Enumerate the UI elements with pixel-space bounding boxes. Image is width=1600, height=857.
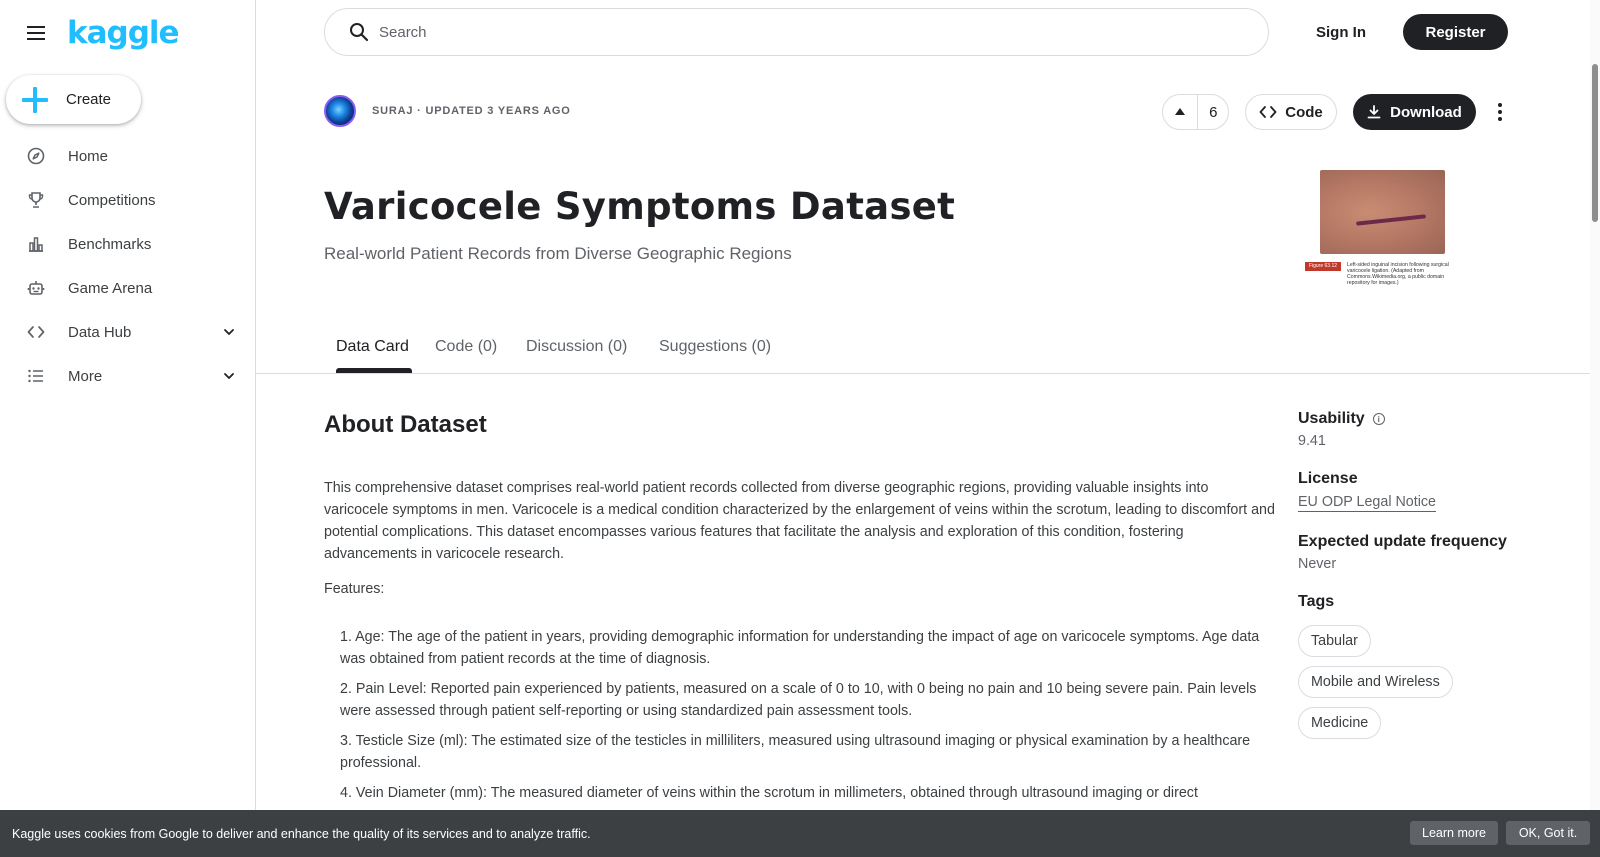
tag-chip[interactable]: Mobile and Wireless (1298, 666, 1453, 698)
more-options-icon[interactable] (1488, 98, 1512, 126)
usability-label: Usability (1298, 410, 1365, 427)
tab-suggestions[interactable]: Suggestions (0) (659, 338, 772, 355)
usability-value: 9.41 (1298, 433, 1326, 449)
chevron-down-icon[interactable] (222, 325, 236, 339)
plus-icon (22, 87, 48, 113)
dataset-thumbnail (1303, 168, 1459, 292)
license-section (1298, 470, 1558, 512)
tag-list (1298, 625, 1558, 748)
sidebar-item-label: Game Arena (68, 279, 153, 297)
frequency-value: Never (1298, 556, 1337, 572)
about-heading: About Dataset (324, 411, 487, 438)
tab-data-card[interactable]: Data Card (336, 338, 409, 355)
sidebar-item-label: Home (68, 147, 109, 165)
code-button-label: Code (1285, 103, 1323, 121)
sidebar-item-label: Competitions (68, 191, 156, 209)
list-icon (26, 366, 46, 386)
download-icon (1367, 105, 1381, 119)
sidebar-item-competitions[interactable] (0, 178, 256, 222)
list-item: 3. Testicle Size (ml): The estimated size of the testicles in milliliters, measured using ultrasound imaging or physical examination by a healthcare professional. (340, 733, 1251, 771)
active-tab-indicator (336, 368, 412, 373)
code-icon (1259, 105, 1277, 119)
scrollbar-thumb[interactable] (1592, 64, 1598, 222)
cookie-banner (0, 810, 1600, 857)
search-input[interactable] (379, 24, 1179, 41)
triangle-up-icon (1174, 107, 1186, 117)
tab-code[interactable]: Code (0) (435, 338, 498, 355)
dataset-owner (324, 95, 571, 127)
scrollbar[interactable] (1590, 0, 1600, 810)
thumbnail-photo (1320, 170, 1445, 254)
frequency-section (1298, 533, 1558, 572)
brand (24, 16, 179, 50)
create-button[interactable] (6, 75, 141, 124)
sidebar-nav (0, 134, 256, 398)
sidebar-item-benchmarks[interactable] (0, 222, 256, 266)
info-icon[interactable]: i (1373, 413, 1385, 425)
sidebar-item-label: Data Hub (68, 323, 132, 341)
sidebar-item-label: More (68, 367, 103, 385)
register-button[interactable]: Register (1403, 14, 1508, 50)
dataset-title: Varicocele Symptoms Dataset (324, 185, 956, 228)
about-description: This comprehensive dataset comprises real-world patient records collected from diverse geographic regions, providing valuable insights into varicocele symptoms in men. Varicocele is a medical condition characterized by the enlargement of veins within the scrotum, leading to discomfort and potential complications. This dataset encompasses various features that facilitate the analysis and exploration of this condition, fostering advancements in varicocele research. (324, 480, 1275, 562)
tags-label: Tags (1298, 593, 1335, 610)
download-button[interactable] (1353, 94, 1476, 130)
upvote-count: 6 (1209, 103, 1218, 121)
frequency-label: Expected update frequency (1298, 533, 1507, 550)
license-label: License (1298, 470, 1358, 487)
sidebar-item-home[interactable] (0, 134, 256, 178)
avatar[interactable] (324, 95, 356, 127)
hamburger-menu-icon[interactable] (24, 21, 48, 45)
tags-section (1298, 593, 1558, 748)
features-label: Features: (324, 581, 385, 597)
bar-chart-icon (26, 234, 46, 254)
dataset-subtitle: Real-world Patient Records from Diverse Geographic Regions (324, 244, 792, 263)
search-bar[interactable] (324, 8, 1269, 56)
robot-icon (26, 278, 46, 298)
metadata-panel (1298, 410, 1558, 769)
code-button[interactable] (1245, 94, 1337, 130)
create-label: Create (66, 91, 112, 108)
search-icon (349, 22, 369, 42)
features-list (340, 626, 1260, 812)
sidebar-item-more[interactable] (0, 354, 256, 398)
compass-icon (26, 146, 46, 166)
cookie-text: Kaggle uses cookies from Google to deliver and enhance the quality of its services and to analyze traffic. (12, 826, 591, 841)
ok-got-it-button[interactable]: OK, Got it. (1506, 821, 1590, 845)
tag-chip[interactable]: Tabular (1298, 625, 1371, 657)
tab-discussion[interactable]: Discussion (0) (526, 338, 628, 355)
usability-section (1298, 410, 1558, 449)
list-item: 2. Pain Level: Reported pain experienced by patients, measured on a scale of 0 to 10, with 0 being no pain and 10 being severe pain. Pain levels were assessed through patient self-reporting or using standardized pain assessment tools. (340, 681, 1257, 719)
sign-in-button[interactable]: Sign In (1302, 14, 1380, 50)
chevron-down-icon[interactable] (222, 369, 236, 383)
kaggle-logo[interactable]: kaggle (67, 15, 179, 51)
upvote-widget (1162, 94, 1229, 130)
download-button-label: Download (1390, 103, 1462, 121)
owner-meta: SURAJ · UPDATED 3 YEARS AGO (372, 105, 571, 117)
sidebar-item-label: Benchmarks (68, 235, 152, 253)
tag-chip[interactable]: Medicine (1298, 707, 1381, 739)
sidebar-item-data-hub[interactable] (0, 310, 256, 354)
thumbnail-figure-label: Figure 63.12 (1305, 262, 1341, 271)
dataset-tabs (256, 330, 1590, 374)
list-item: 4. Vein Diameter (mm): The measured diameter of veins within the scrotum in millimeters, obtained through ultrasound imaging or direct (340, 785, 1198, 801)
license-link[interactable]: EU ODP Legal Notice (1298, 494, 1437, 510)
upvote-button[interactable] (1163, 95, 1198, 129)
learn-more-button[interactable]: Learn more (1410, 821, 1498, 845)
sidebar-item-game-arena[interactable] (0, 266, 256, 310)
thumbnail-caption: Left-sided inguinal incision following surgical varicocele ligation. (Adapted from Commons.Wikimedia.org, a public domain repository for images.) (1347, 262, 1449, 286)
trophy-icon (26, 190, 46, 210)
list-item: 1. Age: The age of the patient in years, providing demographic information for understanding the impact of age on varicocele symptoms. Age data was obtained from patient records at the time of diagnosis. (340, 629, 1260, 667)
sidebar (0, 0, 256, 857)
code-icon (26, 322, 46, 342)
